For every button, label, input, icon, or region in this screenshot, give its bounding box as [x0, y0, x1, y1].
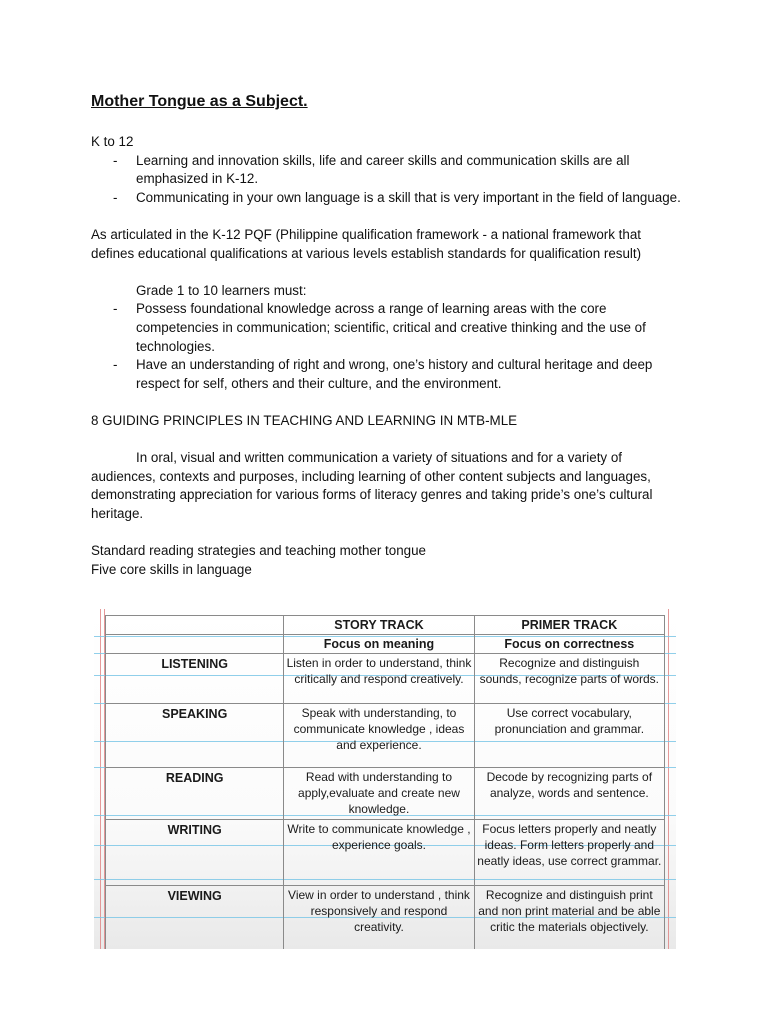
- reading-strategies-line: Standard reading strategies and teaching mother tongue: [91, 543, 426, 559]
- document-body: [91, 92, 681, 579]
- table-row: [106, 820, 665, 886]
- story-cell: Read with understanding to apply,evaluate and create new knowledge.: [284, 768, 474, 820]
- skill-cell: WRITING: [106, 820, 284, 886]
- table-row: [106, 768, 665, 820]
- table-header-empty: [106, 616, 284, 635]
- skill-cell: READING: [106, 768, 284, 820]
- grade-heading: Grade 1 to 10 learners must:: [136, 282, 307, 298]
- table-row: [106, 654, 665, 704]
- primer-cell: Recognize and distinguish sounds, recognize parts of words.: [474, 654, 664, 704]
- primer-cell: Focus letters properly and neatly ideas. Form letters properly and neatly ideas, use correct grammar.: [474, 820, 664, 886]
- principles-paragraph: In oral, visual and written communication a variety of situations and for a variety of audiences, contexts and purposes, including learning of other content subjects and languages, demonstrating appreciation for various forms of literacy genres and taking pride’s one’s cultural heritage.: [91, 450, 653, 521]
- story-cell: Write to communicate knowledge , experience goals.: [284, 820, 474, 886]
- table-header-story-track: STORY TRACK: [284, 616, 474, 635]
- k12-list: [91, 152, 681, 208]
- pqf-paragraph: As articulated in the K-12 PQF (Philippine qualification framework - a national framework that defines educational qualifications at various levels establish standards for qualification result): [91, 226, 642, 261]
- k12-heading: K to 12: [91, 134, 134, 149]
- primer-cell: Recognize and distinguish print and non print material and be able critic the materials objectively.: [474, 886, 664, 950]
- page-title: Mother Tongue as a Subject.: [91, 93, 308, 110]
- story-cell: Speak with understanding, to communicate knowledge , ideas and experience.: [284, 704, 474, 768]
- list-item: - Possess foundational knowledge across a range of learning areas with the core competencies in communication; scientific, critical and creative thinking and the use of technologies.: [113, 301, 646, 354]
- table-header-primer-track: PRIMER TRACK: [474, 616, 664, 635]
- principles-heading: 8 GUIDING PRINCIPLES IN TEACHING AND LEARNING IN MTB-MLE: [91, 412, 518, 428]
- primer-cell: Decode by recognizing parts of analyze, words and sentence.: [474, 768, 664, 820]
- skill-cell: SPEAKING: [106, 704, 284, 768]
- list-item: - Learning and innovation skills, life and career skills and communication skills are all emphasized in K-12.: [113, 152, 630, 187]
- core-skills-line: Five core skills in language: [91, 561, 252, 577]
- list-item: - Have an understanding of right and wrong, one’s history and cultural heritage and deep respect for self, others and their culture, and the environment.: [113, 357, 653, 391]
- core-skills-table: [105, 615, 665, 949]
- primer-cell: Use correct vocabulary, pronunciation and grammar.: [474, 704, 664, 768]
- table-subheader-empty: [106, 635, 284, 654]
- table-subheader-story: Focus on meaning: [284, 635, 474, 654]
- skill-cell: LISTENING: [106, 654, 284, 704]
- story-cell: Listen in order to understand, think critically and respond creatively.: [284, 654, 474, 704]
- skill-cell: VIEWING: [106, 886, 284, 950]
- table-row: [106, 704, 665, 768]
- table-subheader-primer: Focus on correctness: [474, 635, 664, 654]
- table-row: [106, 886, 665, 950]
- grade-list: [91, 300, 681, 393]
- core-skills-table-image: [94, 609, 676, 949]
- story-cell: View in order to understand , think responsively and respond creativity.: [284, 886, 474, 950]
- list-item: - Communicating in your own language is a skill that is very important in the field of language.: [113, 189, 681, 205]
